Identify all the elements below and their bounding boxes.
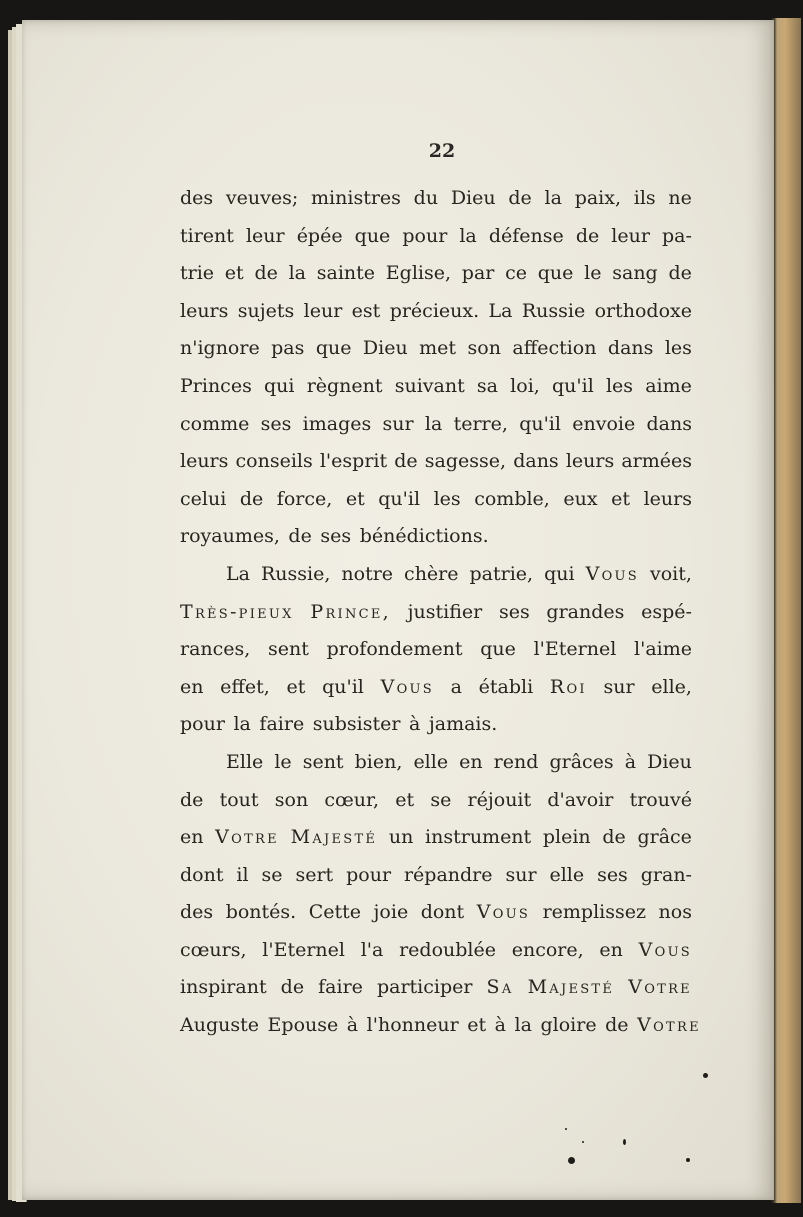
text-line: de tout son cœur, et se réjouit d'avoir trouvé bbox=[180, 788, 692, 811]
book-binding bbox=[771, 18, 801, 1203]
body-text bbox=[180, 180, 701, 1045]
text-line: n'ignore pas que Dieu met son affection dans les bbox=[180, 337, 692, 360]
ink-speck bbox=[623, 1139, 626, 1145]
text-line: inspirant de faire participer Sa Majesté Votre bbox=[180, 976, 692, 999]
text-line: leurs conseils l'esprit de sagesse, dans leurs armées bbox=[180, 450, 692, 473]
text-line: Très-pieux Prince, justifier ses grandes espé- bbox=[180, 600, 692, 623]
text-line: pour la faire subsister à jamais. bbox=[180, 713, 498, 736]
ink-speck bbox=[568, 1157, 575, 1164]
text-line: royaumes, de ses bénédictions. bbox=[180, 525, 489, 548]
ink-speck bbox=[703, 1073, 708, 1078]
text-line: Elle le sent bien, elle en rend grâces à Dieu bbox=[226, 750, 692, 773]
text-line: des bontés. Cette joie dont Vous remplissez nos bbox=[180, 901, 692, 924]
text-line: trie et de la sainte Eglise, par ce que le sang de bbox=[180, 262, 692, 285]
text-line: La Russie, notre chère patrie, qui Vous voit, bbox=[226, 562, 692, 585]
text-line: celui de force, et qu'il les comble, eux et leurs bbox=[180, 487, 692, 510]
text-line: Auguste Epouse à l'honneur et à la gloire de Votre bbox=[180, 1014, 701, 1037]
page-number: 22 bbox=[428, 140, 456, 162]
text-line: Princes qui règnent suivant sa loi, qu'il les aime bbox=[180, 374, 692, 397]
text-line: rances, sent profondement que l'Eternel l'aime bbox=[180, 638, 692, 661]
text-line: leurs sujets leur est précieux. La Russie orthodoxe bbox=[180, 299, 692, 322]
book-page bbox=[22, 20, 774, 1200]
ink-speck bbox=[582, 1141, 584, 1143]
ink-speck bbox=[686, 1158, 690, 1162]
text-line: comme ses images sur la terre, qu'il envoie dans bbox=[180, 412, 692, 435]
text-line: en Votre Majesté un instrument plein de grâce bbox=[180, 826, 692, 849]
text-line: tirent leur épée que pour la défense de leur pa- bbox=[180, 224, 692, 247]
text-line: dont il se sert pour répandre sur elle ses gran- bbox=[180, 863, 692, 886]
ink-speck bbox=[565, 1128, 567, 1130]
text-line: cœurs, l'Eternel l'a redoublée encore, en Vous bbox=[180, 938, 692, 961]
text-line: des veuves; ministres du Dieu de la paix, ils ne bbox=[180, 187, 692, 209]
text-line: en effet, et qu'il Vous a établi Roi sur elle, bbox=[180, 675, 692, 698]
